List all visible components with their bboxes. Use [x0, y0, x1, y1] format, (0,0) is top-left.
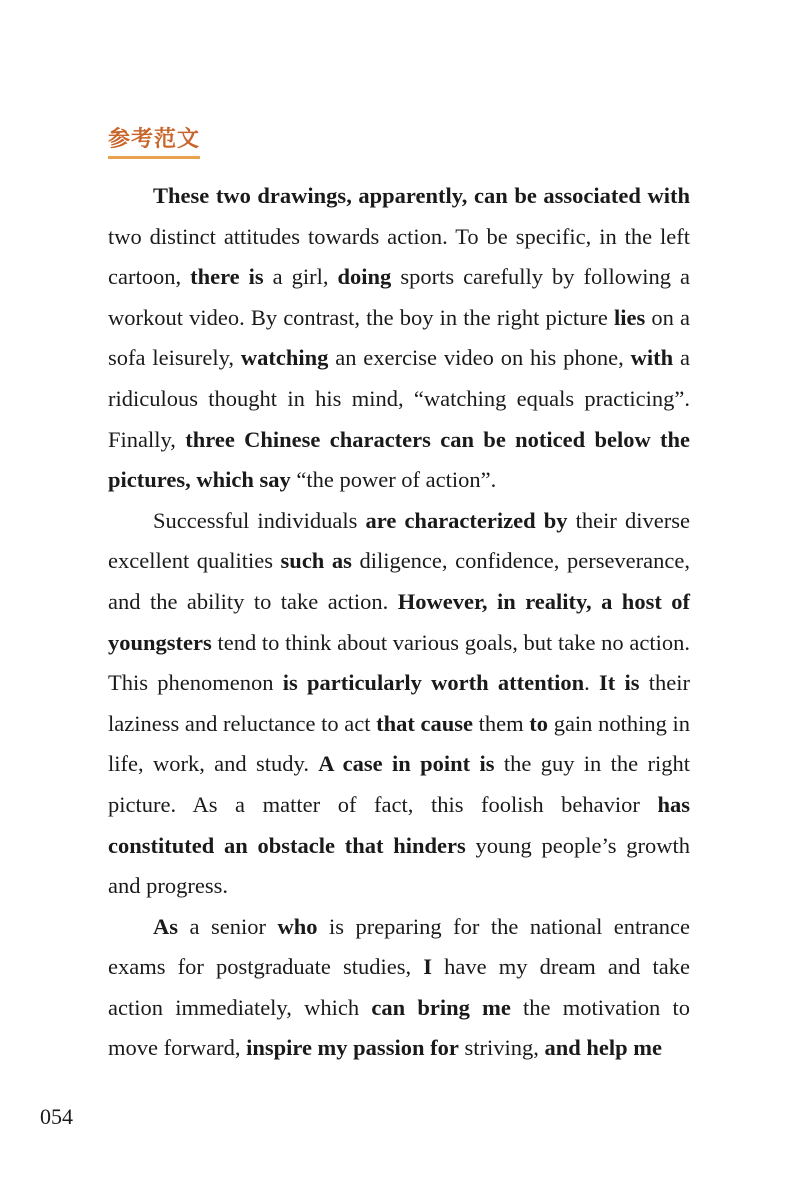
bold-phrase: is particularly worth attention [282, 670, 585, 696]
bold-phrase: has constituted an obstacle that hinders [108, 791, 690, 858]
bold-phrase: doing [337, 264, 392, 290]
text-run: on a sofa leisurely, [108, 304, 690, 371]
bold-phrase: However, in reality, a host of youngsters [108, 588, 691, 655]
bold-phrase: can bring me [371, 994, 511, 1020]
text-run: a senior [178, 913, 278, 939]
text-run: sports carefully by following a workout video. By contrast, the boy in the right picture [108, 264, 690, 330]
text-run: the guy in the right picture. As a matter of fact, this foolish behavior [108, 751, 690, 817]
essay-text [108, 176, 690, 1069]
text-run: . [584, 670, 600, 696]
bold-phrase: lies [614, 304, 646, 330]
bold-phrase: and help me [544, 1035, 662, 1061]
text-run: their laziness and reluctance to act [108, 670, 691, 736]
bold-phrase: three Chinese characters can be noticed below the pictures, which say [108, 426, 691, 493]
bold-phrase: These two drawings, apparently, can be associated with [153, 183, 690, 208]
text-run: gain nothing in life, work, and study. [108, 710, 690, 777]
bold-phrase: are characterized by [365, 507, 568, 533]
bold-phrase: that cause [376, 710, 473, 736]
bold-phrase: As [153, 913, 179, 939]
bold-phrase: there is [190, 264, 264, 290]
page-number: 054 [40, 1104, 73, 1129]
bold-phrase: inspire my passion for [246, 1035, 459, 1061]
text-run: “the power of action”. [290, 467, 497, 493]
text-run: an exercise video on his phone, [328, 345, 631, 371]
text-run: the motivation to move forward, [108, 994, 691, 1061]
bold-phrase: watching [240, 345, 329, 371]
text-run: a girl, [263, 264, 338, 290]
paragraph [108, 907, 690, 1069]
text-run: striving, [458, 1035, 545, 1061]
text-run: Successful individuals [153, 507, 366, 533]
bold-phrase: I [423, 954, 433, 980]
text-run: their diverse excellent qualities [108, 507, 690, 574]
text-run: young people’s growth and progress. [108, 832, 690, 899]
bold-phrase: It is [599, 670, 640, 696]
text-run: a ridiculous thought in his mind, “watching equals practicing”. Finally, [108, 345, 690, 452]
text-run: diligence, confidence, perseverance, and the ability to take action. [108, 548, 690, 614]
text-run: two distinct attitudes towards action. To be specific, in the left cartoon, [108, 223, 690, 290]
paragraph [108, 501, 690, 907]
bold-phrase: such as [280, 548, 352, 574]
text-run: them [473, 710, 530, 736]
text-run: is preparing for the national entrance exams for postgraduate studies, [108, 913, 690, 980]
section-heading: 参考范文 [108, 124, 200, 159]
text-run: have my dream and take action immediately, which [108, 954, 690, 1020]
text-run: tend to think about various goals, but take no action. This phenomenon [108, 629, 690, 696]
bold-phrase: with [630, 345, 674, 371]
paragraph [108, 176, 690, 501]
bold-phrase: to [529, 710, 549, 736]
bold-phrase: who [277, 913, 318, 939]
bold-phrase: A case in point is [318, 751, 495, 777]
